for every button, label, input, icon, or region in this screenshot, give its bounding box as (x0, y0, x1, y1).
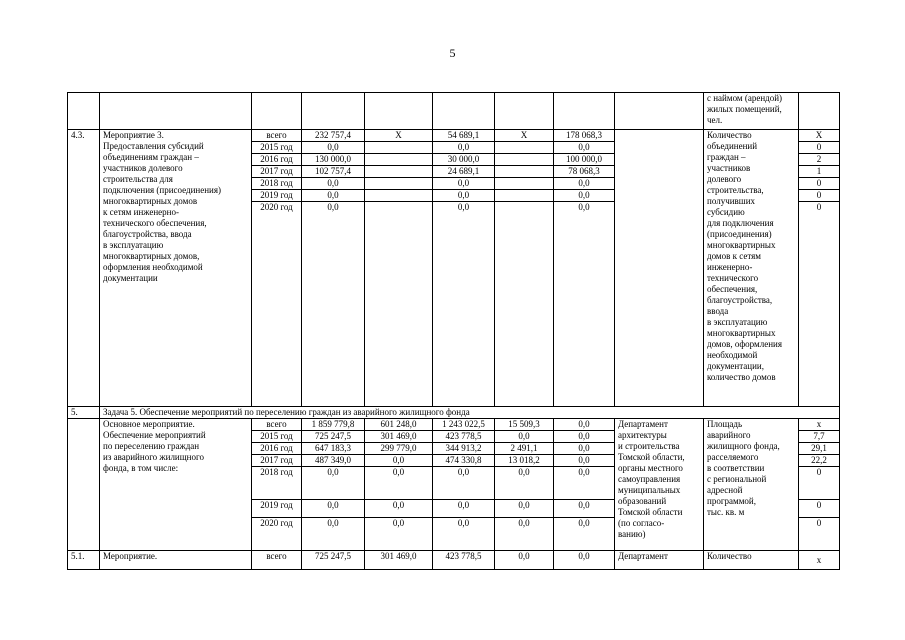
indicator-value: 0 (799, 500, 840, 518)
regional-cell: 54 689,1 (433, 130, 495, 142)
indicator-cell: Количество объединений граждан – участников долевого строительства, получивших субсидию для подключения (присоединения) многоквартирных домов к сетям инженерно- технического обеспечения, благоустройства, ввода в эксплуатацию многоквартирных домов, оформления необходимой документации, количество домов (704, 130, 799, 407)
indicator-value: х (799, 419, 840, 431)
row-number: 5.1. (68, 551, 100, 570)
executor-cell: Департамент (615, 551, 704, 570)
other-cell: 0,0 (554, 551, 615, 570)
federal-cell (365, 190, 433, 202)
local-cell: 15 509,3 (495, 419, 554, 431)
indicator-value: 0 (799, 178, 840, 190)
regional-cell: 0,0 (433, 500, 495, 518)
total-cell: 725 247,5 (302, 431, 365, 443)
federal-cell: 0,0 (365, 518, 433, 551)
indicator-value: 0 (799, 518, 840, 551)
other-cell: 0,0 (554, 518, 615, 551)
total-cell: 0,0 (302, 178, 365, 190)
table-row (68, 130, 840, 142)
regional-cell: 0,0 (433, 202, 495, 407)
federal-cell: 0,0 (365, 467, 433, 500)
total-cell: 232 757,4 (302, 130, 365, 142)
local-cell (495, 166, 554, 178)
row-number: 5. (68, 407, 100, 419)
indicator-value: 0 (799, 202, 840, 407)
indicator-value: 7,7 (799, 431, 840, 443)
regional-cell: 423 778,5 (433, 431, 495, 443)
other-cell: 0,0 (554, 500, 615, 518)
local-cell: 13 018,2 (495, 455, 554, 467)
total-cell: 0,0 (302, 142, 365, 154)
indicator-value: 0 (799, 190, 840, 202)
local-cell: 0,0 (495, 467, 554, 500)
local-cell (495, 154, 554, 166)
total-cell: 130 000,0 (302, 154, 365, 166)
total-cell: 725 247,5 (302, 551, 365, 570)
year-cell: 2018 год (252, 178, 302, 190)
year-cell: 2020 год (252, 202, 302, 407)
year-cell: 2016 год (252, 443, 302, 455)
year-cell: всего (252, 419, 302, 431)
year-cell: 2015 год (252, 142, 302, 154)
other-cell: 0,0 (554, 202, 615, 407)
federal-cell (365, 142, 433, 154)
table-row (68, 93, 840, 130)
indicator-value: 22,2 (799, 455, 840, 467)
regional-cell: 0,0 (433, 518, 495, 551)
local-cell (495, 142, 554, 154)
table-row (68, 407, 840, 419)
indicator-value: 29,1 (799, 443, 840, 455)
program-table (67, 92, 840, 570)
indicator-value: 2 (799, 154, 840, 166)
local-cell: 0,0 (495, 500, 554, 518)
total-cell: 0,0 (302, 202, 365, 407)
year-cell: 2020 год (252, 518, 302, 551)
other-cell: 78 068,3 (554, 166, 615, 178)
regional-cell: 474 330,8 (433, 455, 495, 467)
other-cell: 0,0 (554, 419, 615, 431)
federal-cell: 0,0 (365, 455, 433, 467)
total-cell: 0,0 (302, 467, 365, 500)
year-cell: 2017 год (252, 166, 302, 178)
federal-cell: Х (365, 130, 433, 142)
other-cell: 0,0 (554, 190, 615, 202)
regional-cell: 344 913,2 (433, 443, 495, 455)
regional-cell: 1 243 022,5 (433, 419, 495, 431)
year-cell: всего (252, 551, 302, 570)
executor-cell: Департамент архитектуры и строительства Томской области, органы местного самоуправления муниципальных образований Томской области (по согласо- ванию) (615, 419, 704, 551)
regional-cell: 30 000,0 (433, 154, 495, 166)
total-cell: 487 349,0 (302, 455, 365, 467)
table-row (68, 551, 840, 570)
local-cell: 0,0 (495, 431, 554, 443)
other-cell: 100 000,0 (554, 154, 615, 166)
federal-cell (365, 154, 433, 166)
indicator-value: 0 (799, 467, 840, 500)
measure-name: Мероприятие 3. Предоставления субсидий объединениям граждан – участников долевого строительства для подключения (присоединения) многоквартирных домов к сетям инженерно- технического обеспечения, благоустройства, ввода в эксплуатацию многоквартирных домов, оформления необходимой документации (100, 130, 252, 407)
row-number (68, 419, 100, 551)
indicator-value: х (799, 551, 840, 570)
total-cell: 1 859 779,8 (302, 419, 365, 431)
indicator-value: 1 (799, 166, 840, 178)
local-cell: 0,0 (495, 551, 554, 570)
other-cell: 0,0 (554, 431, 615, 443)
measure-name: Основное мероприятие. Обеспечение мероприятий по переселению граждан из аварийного жилищного фонда, в том числе: (100, 419, 252, 551)
year-cell: 2018 год (252, 467, 302, 500)
local-cell: Х (495, 130, 554, 142)
regional-cell: 423 778,5 (433, 551, 495, 570)
regional-cell: 0,0 (433, 178, 495, 190)
table-row (68, 419, 840, 431)
federal-cell: 0,0 (365, 500, 433, 518)
total-cell: 647 183,3 (302, 443, 365, 455)
other-cell: 0,0 (554, 467, 615, 500)
year-cell: 2016 год (252, 154, 302, 166)
year-cell: 2019 год (252, 500, 302, 518)
indicator-cell: Количество (704, 551, 799, 570)
other-cell: 0,0 (554, 443, 615, 455)
federal-cell (365, 202, 433, 407)
year-cell: 2019 год (252, 190, 302, 202)
federal-cell: 299 779,0 (365, 443, 433, 455)
indicator-cell: с наймом (арендой) жилых помещений, чел. (704, 93, 799, 130)
regional-cell: 0,0 (433, 190, 495, 202)
local-cell (495, 190, 554, 202)
federal-cell (365, 166, 433, 178)
federal-cell (365, 178, 433, 190)
row-number: 4.3. (68, 130, 100, 407)
measure-name: Мероприятие. (100, 551, 252, 570)
regional-cell: 0,0 (433, 467, 495, 500)
federal-cell: 601 248,0 (365, 419, 433, 431)
federal-cell: 301 469,0 (365, 551, 433, 570)
page-number: 5 (449, 46, 456, 60)
regional-cell: 24 689,1 (433, 166, 495, 178)
year-cell: 2015 год (252, 431, 302, 443)
indicator-cell: Площадь аварийного жилищного фонда, расселяемого в соответствии с региональной адресной программой, тыс. кв. м (704, 419, 799, 551)
task-heading: Задача 5. Обеспечение мероприятий по переселению граждан из аварийного жилищного фонда (100, 407, 840, 419)
total-cell: 0,0 (302, 190, 365, 202)
local-cell (495, 202, 554, 407)
total-cell: 102 757,4 (302, 166, 365, 178)
indicator-value: Х (799, 130, 840, 142)
year-cell: 2017 год (252, 455, 302, 467)
local-cell: 0,0 (495, 518, 554, 551)
other-cell: 0,0 (554, 142, 615, 154)
total-cell: 0,0 (302, 518, 365, 551)
federal-cell: 301 469,0 (365, 431, 433, 443)
other-cell: 0,0 (554, 178, 615, 190)
indicator-value: 0 (799, 142, 840, 154)
other-cell: 178 068,3 (554, 130, 615, 142)
total-cell: 0,0 (302, 500, 365, 518)
regional-cell: 0,0 (433, 142, 495, 154)
other-cell: 0,0 (554, 455, 615, 467)
executor-cell (615, 130, 704, 407)
year-cell: всего (252, 130, 302, 142)
local-cell (495, 178, 554, 190)
local-cell: 2 491,1 (495, 443, 554, 455)
